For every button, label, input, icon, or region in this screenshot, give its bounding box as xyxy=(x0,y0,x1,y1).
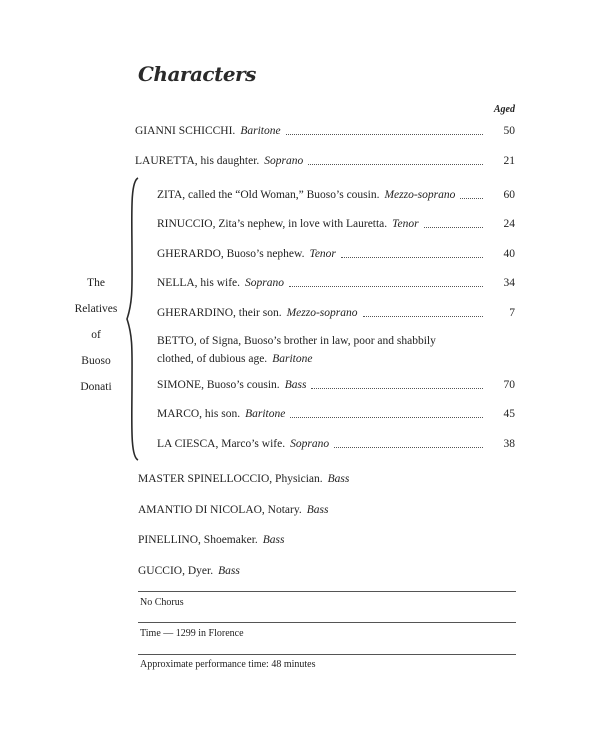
character-row xyxy=(138,562,516,578)
character-name-line xyxy=(157,350,436,368)
character-name: clothed, of dubious age. xyxy=(157,353,268,365)
voice-type: Mezzo-soprano xyxy=(384,189,456,201)
dot-leader xyxy=(308,164,483,165)
curly-brace-icon xyxy=(124,176,142,462)
character-name: RINUCCIO, Zita’s nephew, in love with Lauretta. xyxy=(157,218,388,230)
character-age: 70 xyxy=(503,379,515,391)
relatives-label-line: of xyxy=(91,329,101,341)
character-row xyxy=(138,501,516,517)
voice-type: Baritone xyxy=(245,408,286,420)
dot-leader xyxy=(334,447,483,448)
character-name: MASTER SPINELLOCCIO, Physician. xyxy=(138,473,323,485)
character-row xyxy=(135,152,515,168)
divider xyxy=(138,591,516,592)
character-row xyxy=(138,531,516,547)
character-name: GHERARDO, Buoso’s nephew. xyxy=(157,248,305,260)
performance-time-note: Approximate performance time: 48 minutes xyxy=(140,659,316,670)
dot-leader xyxy=(289,286,483,287)
character-name: LAURETTA, his daughter. xyxy=(135,155,260,167)
chorus-note: No Chorus xyxy=(140,597,184,608)
dot-leader xyxy=(286,134,483,135)
divider xyxy=(138,622,516,623)
character-row xyxy=(157,304,515,320)
voice-type: Tenor xyxy=(309,248,336,260)
dot-leader xyxy=(424,227,483,228)
character-age: 38 xyxy=(503,438,515,450)
dot-leader xyxy=(341,257,483,258)
character-row xyxy=(138,470,516,486)
dot-leader xyxy=(460,198,483,199)
character-name: GUCCIO, Dyer. xyxy=(138,565,214,577)
character-age: 40 xyxy=(503,248,515,260)
voice-type: Bass xyxy=(327,473,350,485)
voice-type: Bass xyxy=(262,534,285,546)
character-row xyxy=(157,245,515,261)
character-name: MARCO, his son. xyxy=(157,408,241,420)
voice-type: Bass xyxy=(284,379,307,391)
character-age: 60 xyxy=(503,189,515,201)
character-row xyxy=(157,274,515,290)
voice-type: Soprano xyxy=(264,155,304,167)
voice-type: Soprano xyxy=(245,277,285,289)
character-row xyxy=(157,186,515,202)
character-name: PINELLINO, Shoemaker. xyxy=(138,534,258,546)
dot-leader xyxy=(311,388,483,389)
character-row xyxy=(157,376,515,392)
dot-leader xyxy=(363,316,484,317)
divider xyxy=(138,654,516,655)
character-name: NELLA, his wife. xyxy=(157,277,241,289)
voice-type: Bass xyxy=(306,504,329,516)
relatives-group-label xyxy=(66,274,126,404)
voice-type: Bass xyxy=(218,565,240,577)
character-age: 24 xyxy=(503,218,515,230)
aged-column-header: Aged xyxy=(493,104,515,115)
character-row xyxy=(157,435,515,451)
relatives-label-line: Donati xyxy=(80,381,112,393)
voice-type: Baritone xyxy=(240,125,281,137)
character-name: AMANTIO DI NICOLAO, Notary. xyxy=(138,504,302,516)
relatives-label-line: The xyxy=(87,277,105,289)
character-row-betto xyxy=(157,332,436,368)
relatives-label-line: Relatives xyxy=(74,303,118,315)
character-age: 21 xyxy=(503,155,515,167)
character-row xyxy=(135,122,515,138)
voice-type: Soprano xyxy=(290,438,330,450)
character-name: LA CIESCA, Marco’s wife. xyxy=(157,438,286,450)
voice-type: Tenor xyxy=(392,218,419,230)
character-name: SIMONE, Buoso’s cousin. xyxy=(157,379,280,391)
page-title: Characters xyxy=(138,62,256,86)
time-note: Time — 1299 in Florence xyxy=(140,628,244,639)
voice-type: Mezzo-soprano xyxy=(286,307,358,319)
character-name: GHERARDINO, their son. xyxy=(157,307,282,319)
relatives-label-line: Buoso xyxy=(81,355,111,367)
character-name: GIANNI SCHICCHI. xyxy=(135,125,236,137)
character-age: 7 xyxy=(509,307,515,319)
character-age: 34 xyxy=(503,277,515,289)
character-name-line: BETTO, of Signa, Buoso’s brother in law, poor and shabbily xyxy=(157,335,436,347)
dot-leader xyxy=(290,417,483,418)
voice-type: Baritone xyxy=(272,353,313,365)
character-name: ZITA, called the “Old Woman,” Buoso’s cousin. xyxy=(157,189,380,201)
character-row xyxy=(157,215,515,231)
character-row xyxy=(157,405,515,421)
character-age: 45 xyxy=(503,408,515,420)
character-age: 50 xyxy=(503,125,515,137)
